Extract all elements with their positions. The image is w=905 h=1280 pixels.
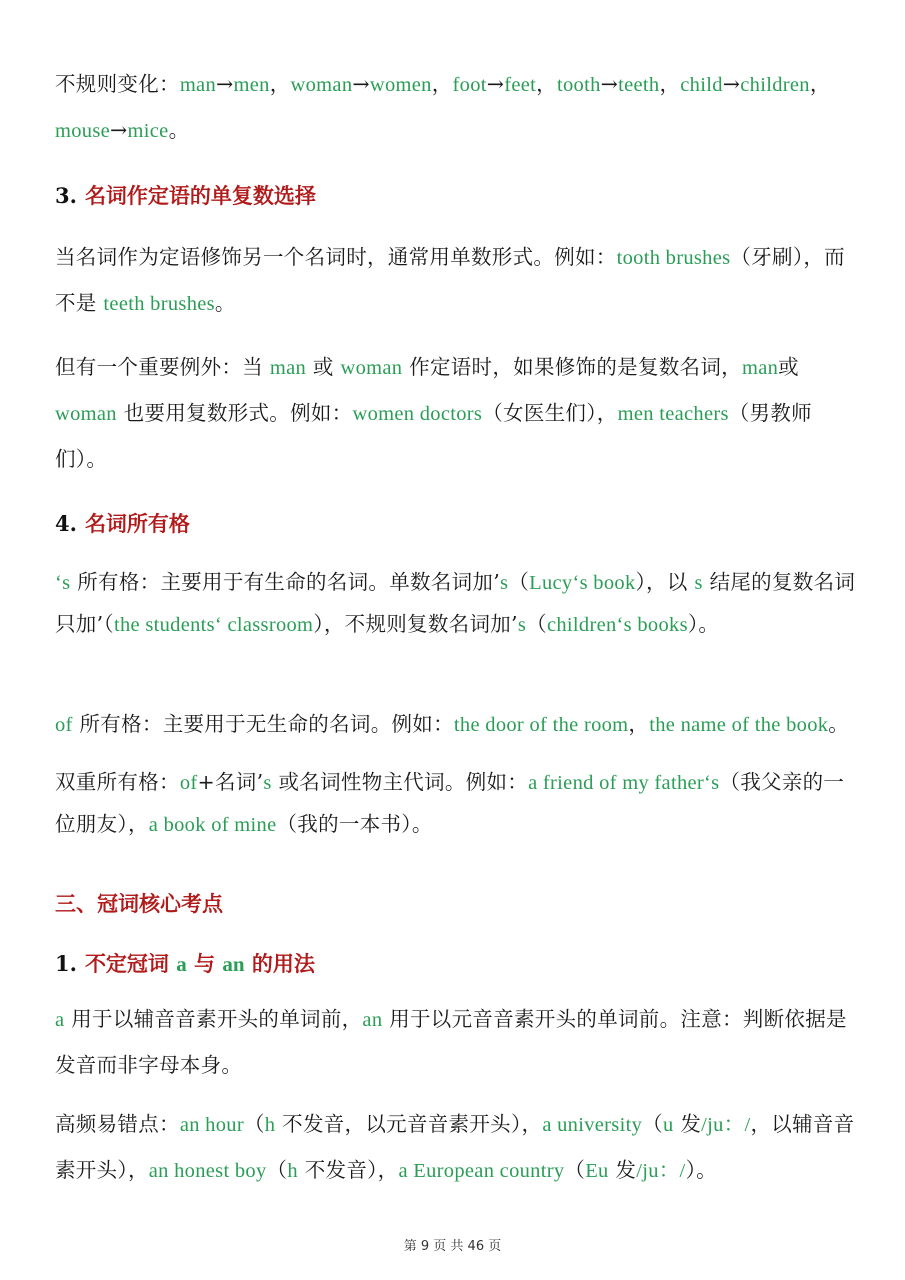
text: 所有格：主要用于有生命的名词。单数名词加’ [70,570,501,594]
text: 作定语时，如果修饰的是复数名词， [402,355,742,379]
example: of [179,772,198,794]
example: s [517,614,527,636]
text: （ [266,1158,288,1182]
text: ），不规则复数名词加’ [313,612,518,636]
example: /ju：/ [701,1114,751,1136]
heading-text: 名词作定语的单复数选择 [84,183,316,208]
text: 或名词性物主代词。例如： [271,770,529,794]
heading-text: 名词所有格 [84,511,190,536]
text: 而不是 [55,245,845,315]
arrow-icon: → [486,72,505,96]
text: ）。 [687,612,720,636]
example: a friend of my father‘s [528,772,720,794]
example: Lucy‘s book [529,572,636,594]
example: tooth brushes [616,247,731,269]
text: 用于以辅音音素开头的单词前， [64,1007,363,1031]
text: 也要用复数形式。例如： [116,401,353,425]
example: women doctors [352,403,483,425]
example: s [694,572,703,594]
paragraph-4a [55,562,860,646]
page-footer: 第 9 页 共 46 页 [403,1239,502,1254]
section-title-articles [55,888,223,918]
paragraph-articles-1 [55,997,860,1088]
irregular-label: 不规则变化： [55,72,180,96]
text: 发 [608,1158,637,1182]
example: a European country [398,1160,565,1182]
example: man [269,357,307,379]
irregular-plural-paragraph: 不规则变化：man→men，woman→women，foot→feet，tooth→teeth，child→children，mouse→mice。 [55,72,831,142]
paragraph-3a [55,235,860,327]
text: 当名词作为定语修饰另一个名词时，通常用单数形式。例如： [55,245,617,269]
text: （女医生们）， [482,401,618,425]
irregular-word: woman [290,74,353,96]
text: 但有一个重要例外：当 [55,355,270,379]
example: men teachers [617,403,729,425]
example: woman [340,357,403,379]
text: 。 [214,291,236,315]
irregular-word: child [680,74,723,96]
example: the door of the room [453,714,629,736]
example: children‘s books [546,614,688,636]
text: 或 [778,355,799,379]
irregular-word: tooth [556,74,601,96]
example: /ju：/ [636,1160,686,1182]
example: Eu [585,1160,609,1182]
irregular-word: mice [127,120,169,142]
text: 或 [306,355,341,379]
irregular-word: women [369,74,432,96]
example: of [55,714,73,736]
example: s [500,572,509,594]
heading-number: 1. [55,951,77,976]
text: （ [642,1112,663,1136]
arrow-icon: → [110,118,128,142]
irregular-word: teeth [618,74,660,96]
arrow-icon: → [216,72,234,96]
heading-example: a [176,952,187,976]
text: 结尾的复数名词只加’（ [55,570,856,636]
text: ），以 [635,570,695,594]
text: （ [508,570,530,594]
text: ）。 [685,1158,717,1182]
text: +名词’ [197,770,264,794]
text: ， [628,712,650,736]
text: 所有格：主要用于无生命的名词。例如： [72,712,454,736]
heading-number: 3. [55,183,77,208]
example: the name of the book [649,714,829,736]
example: teeth brushes [103,293,215,315]
example: an hour [179,1114,244,1136]
text: （ [526,612,547,636]
example: s [263,772,272,794]
irregular-word: feet [504,74,537,96]
section-heading-3 [55,180,316,210]
text: ，以辅音音素开头）， [55,1112,855,1182]
example: h [287,1160,298,1182]
arrow-icon: → [352,72,370,96]
text: 用于以元音音素开头的单词前。注意：判断依据是发音而非字母本身。 [55,1007,847,1077]
text: 发 [673,1112,702,1136]
section-heading-articles-1 [55,948,315,978]
irregular-word: children [740,74,810,96]
heading-example: an [222,952,245,976]
heading-text: 与 [186,951,223,976]
section-heading-4 [55,508,190,538]
text: 高频易错点： [55,1112,180,1136]
example: the students‘ classroom [113,614,314,636]
example: ‘s [55,572,71,594]
text: 不发音，以元音音素开头）， [275,1112,543,1136]
text: （男教师们）。 [55,401,812,471]
irregular-word: man [179,74,217,96]
section-title-text: 三、冠词核心考点 [55,891,223,916]
irregular-word: men [233,74,270,96]
example: an honest boy [148,1160,267,1182]
paragraph-4c [55,762,860,846]
text: （我的一本书）。 [276,812,433,836]
text: （我父亲的一位朋友）， [55,770,845,836]
arrow-icon: → [722,72,741,96]
text: （ [243,1112,265,1136]
heading-number: 4. [55,511,77,536]
arrow-icon: → [600,72,619,96]
example: an [362,1009,383,1031]
irregular-word: mouse [55,120,111,142]
irregular-word: foot [452,74,487,96]
paragraph-4b [55,702,860,748]
example: man [741,357,779,379]
example: woman [55,403,117,425]
example: a book of mine [148,814,277,836]
heading-text: 的用法 [244,951,315,976]
example: h [264,1114,276,1136]
text: （牙刷）， [730,245,825,269]
example: a university [542,1114,643,1136]
paragraph-3b [55,345,860,482]
example: u [662,1114,674,1136]
paragraph-articles-2 [55,1102,860,1194]
text: 不发音）， [297,1158,399,1182]
heading-text: 不定冠词 [84,951,177,976]
text: 。 [828,712,850,736]
text: 双重所有格： [55,770,180,794]
example: a [55,1009,65,1031]
text: （ [564,1158,586,1182]
